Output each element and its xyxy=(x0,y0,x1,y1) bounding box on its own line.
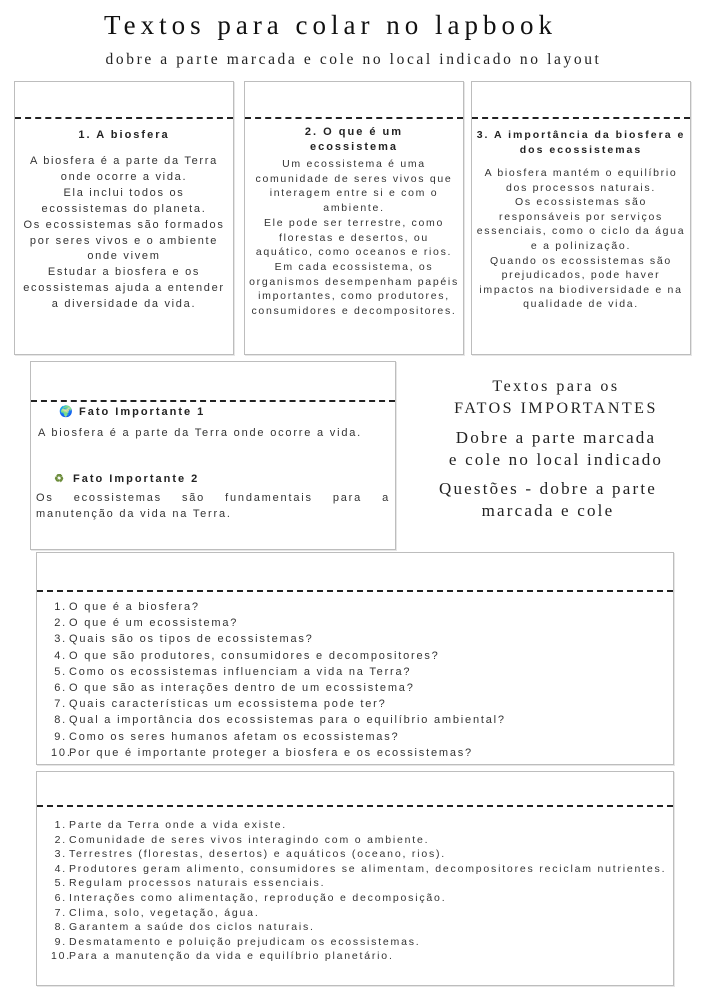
questions-instructions-line: marcada e cole xyxy=(481,501,615,520)
card-importancia xyxy=(471,81,691,355)
question-item: 6. O que são as interações dentro de um ecossistema? xyxy=(54,682,415,695)
question-item: 2. O que é um ecossistema? xyxy=(54,617,239,630)
answer-item: 10. Para a manutenção da vida e equilíbrio planetário. xyxy=(51,950,394,963)
answer-item: 2. Comunidade de seres vivos interagindo com o ambiente. xyxy=(54,833,430,846)
fold-line xyxy=(245,117,463,119)
questions-instructions-line: Questões - dobre a parte xyxy=(438,479,657,498)
answer-item: 1. Parte da Terra onde a vida existe. xyxy=(54,819,288,831)
fold-instructions-line: e cole no local indicado xyxy=(448,450,664,469)
page-subtitle: dobre a parte marcada e cole no local indicado no layout xyxy=(105,51,602,68)
answer-item: 5. Regulam processos naturais essenciais. xyxy=(54,877,326,890)
page-title: Textos para colar no lapbook xyxy=(103,10,557,40)
card-ecossistema xyxy=(244,81,464,355)
card-paragraph: Em cada ecossistema, os organismos desempenham papéis importantes, como produtores, consumidores e decompositores. xyxy=(249,260,459,318)
question-item: 1. O que é a biosfera? xyxy=(54,601,200,613)
question-item: 5. Como os ecossistemas influenciam a vida na Terra? xyxy=(54,665,412,678)
fold-line xyxy=(37,590,673,592)
card-paragraph: Os ecossistemas são responsáveis por serviços essenciais, como o ciclo da água e a polinização. xyxy=(476,196,686,252)
facts-heading-line: Textos para os xyxy=(492,378,620,395)
facts-heading xyxy=(405,376,707,420)
fact-title-label: Fato Importante 1 xyxy=(79,405,206,418)
answers-box xyxy=(36,771,674,986)
card-title: 2. O que é um ecossistema xyxy=(304,126,404,153)
answer-item: 8. Garantem a saúde dos ciclos naturais. xyxy=(54,921,315,934)
answer-item: 7. Clima, solo, vegetação, água. xyxy=(54,906,260,919)
question-item: 9. Como os seres humanos afetam os ecossistemas? xyxy=(54,730,400,743)
card-paragraph: A biosfera é a parte da Terra onde ocorre a vida. xyxy=(30,155,218,183)
fold-line xyxy=(37,805,673,807)
answer-item: 3. Terrestres (florestas, desertos) e aquáticos (oceano, rios). xyxy=(54,848,447,861)
card-title: 3. A importância da biosfera e dos ecossistemas xyxy=(476,129,686,156)
facts-box xyxy=(30,361,396,550)
question-item: 10. Por que é importante proteger a biosfera e os ecossistemas? xyxy=(51,746,473,759)
recycle-icon: ♻ xyxy=(54,473,66,485)
answer-item: 6. Interações como alimentação, reprodução e decomposição. xyxy=(54,891,447,904)
fold-line xyxy=(31,400,395,402)
fold-instructions-line: Dobre a parte marcada xyxy=(455,428,657,447)
fact-text: Os ecossistemas são fundamentais para a manutenção da vida na Terra. xyxy=(36,492,390,520)
question-item: 4. O que são produtores, consumidores e decompositores? xyxy=(54,649,440,662)
card-body xyxy=(21,154,227,313)
fact-title xyxy=(53,472,199,485)
answer-item: 9. Desmatamento e poluição prejudicam os ecossistemas. xyxy=(54,935,421,948)
questions-box xyxy=(36,552,674,765)
card-body xyxy=(249,157,459,319)
card-paragraph: Quando os ecossistemas são prejudicados, pode haver impactos na biodiversidade e na qualidade de vida. xyxy=(479,254,683,311)
card-paragraph: Os ecossistemas são formados por seres vivos e o ambiente onde vivem xyxy=(23,218,225,263)
fact-title-label: Fato Importante 2 xyxy=(73,472,200,485)
fold-line xyxy=(472,117,690,119)
card-body xyxy=(476,166,686,312)
fact-title xyxy=(59,405,205,418)
card-biosfera xyxy=(14,81,234,355)
facts-heading-line: FATOS IMPORTANTES xyxy=(454,400,658,417)
fold-line xyxy=(15,117,233,119)
question-item: 3. Quais são os tipos de ecossistemas? xyxy=(54,633,314,646)
card-paragraph: Estudar a biosfera e os ecossistemas ajuda a entender a diversidade da vida. xyxy=(23,266,225,311)
answer-item: 4. Produtores geram alimento, consumidores se alimentam, decompositores reciclam nutrientes. xyxy=(54,862,667,875)
questions-instructions xyxy=(397,478,699,522)
question-item: 8. Qual a importância dos ecossistemas para o equilíbrio ambiental? xyxy=(54,714,506,727)
fact-text: A biosfera é a parte da Terra onde ocorre a vida. xyxy=(38,427,363,439)
globe-icon: 🌍 xyxy=(59,406,75,418)
questions-list xyxy=(51,599,667,761)
card-paragraph: A biosfera mantém o equilíbrio dos processos naturais. xyxy=(484,167,678,194)
answers-list xyxy=(51,818,667,964)
card-title: 1. A biosfera xyxy=(78,129,170,141)
card-paragraph: Ele pode ser terrestre, como florestas e desertos, ou aquático, como oceanos e rios. xyxy=(255,216,453,259)
question-item: 7. Quais características um ecossistema pode ter? xyxy=(54,698,387,711)
card-paragraph: Ela inclui todos os ecossistemas do planeta. xyxy=(41,186,207,215)
fold-instructions xyxy=(405,427,707,471)
card-paragraph: Um ecossistema é uma comunidade de seres vivos que interagem entre si e com o ambiente. xyxy=(255,158,453,215)
